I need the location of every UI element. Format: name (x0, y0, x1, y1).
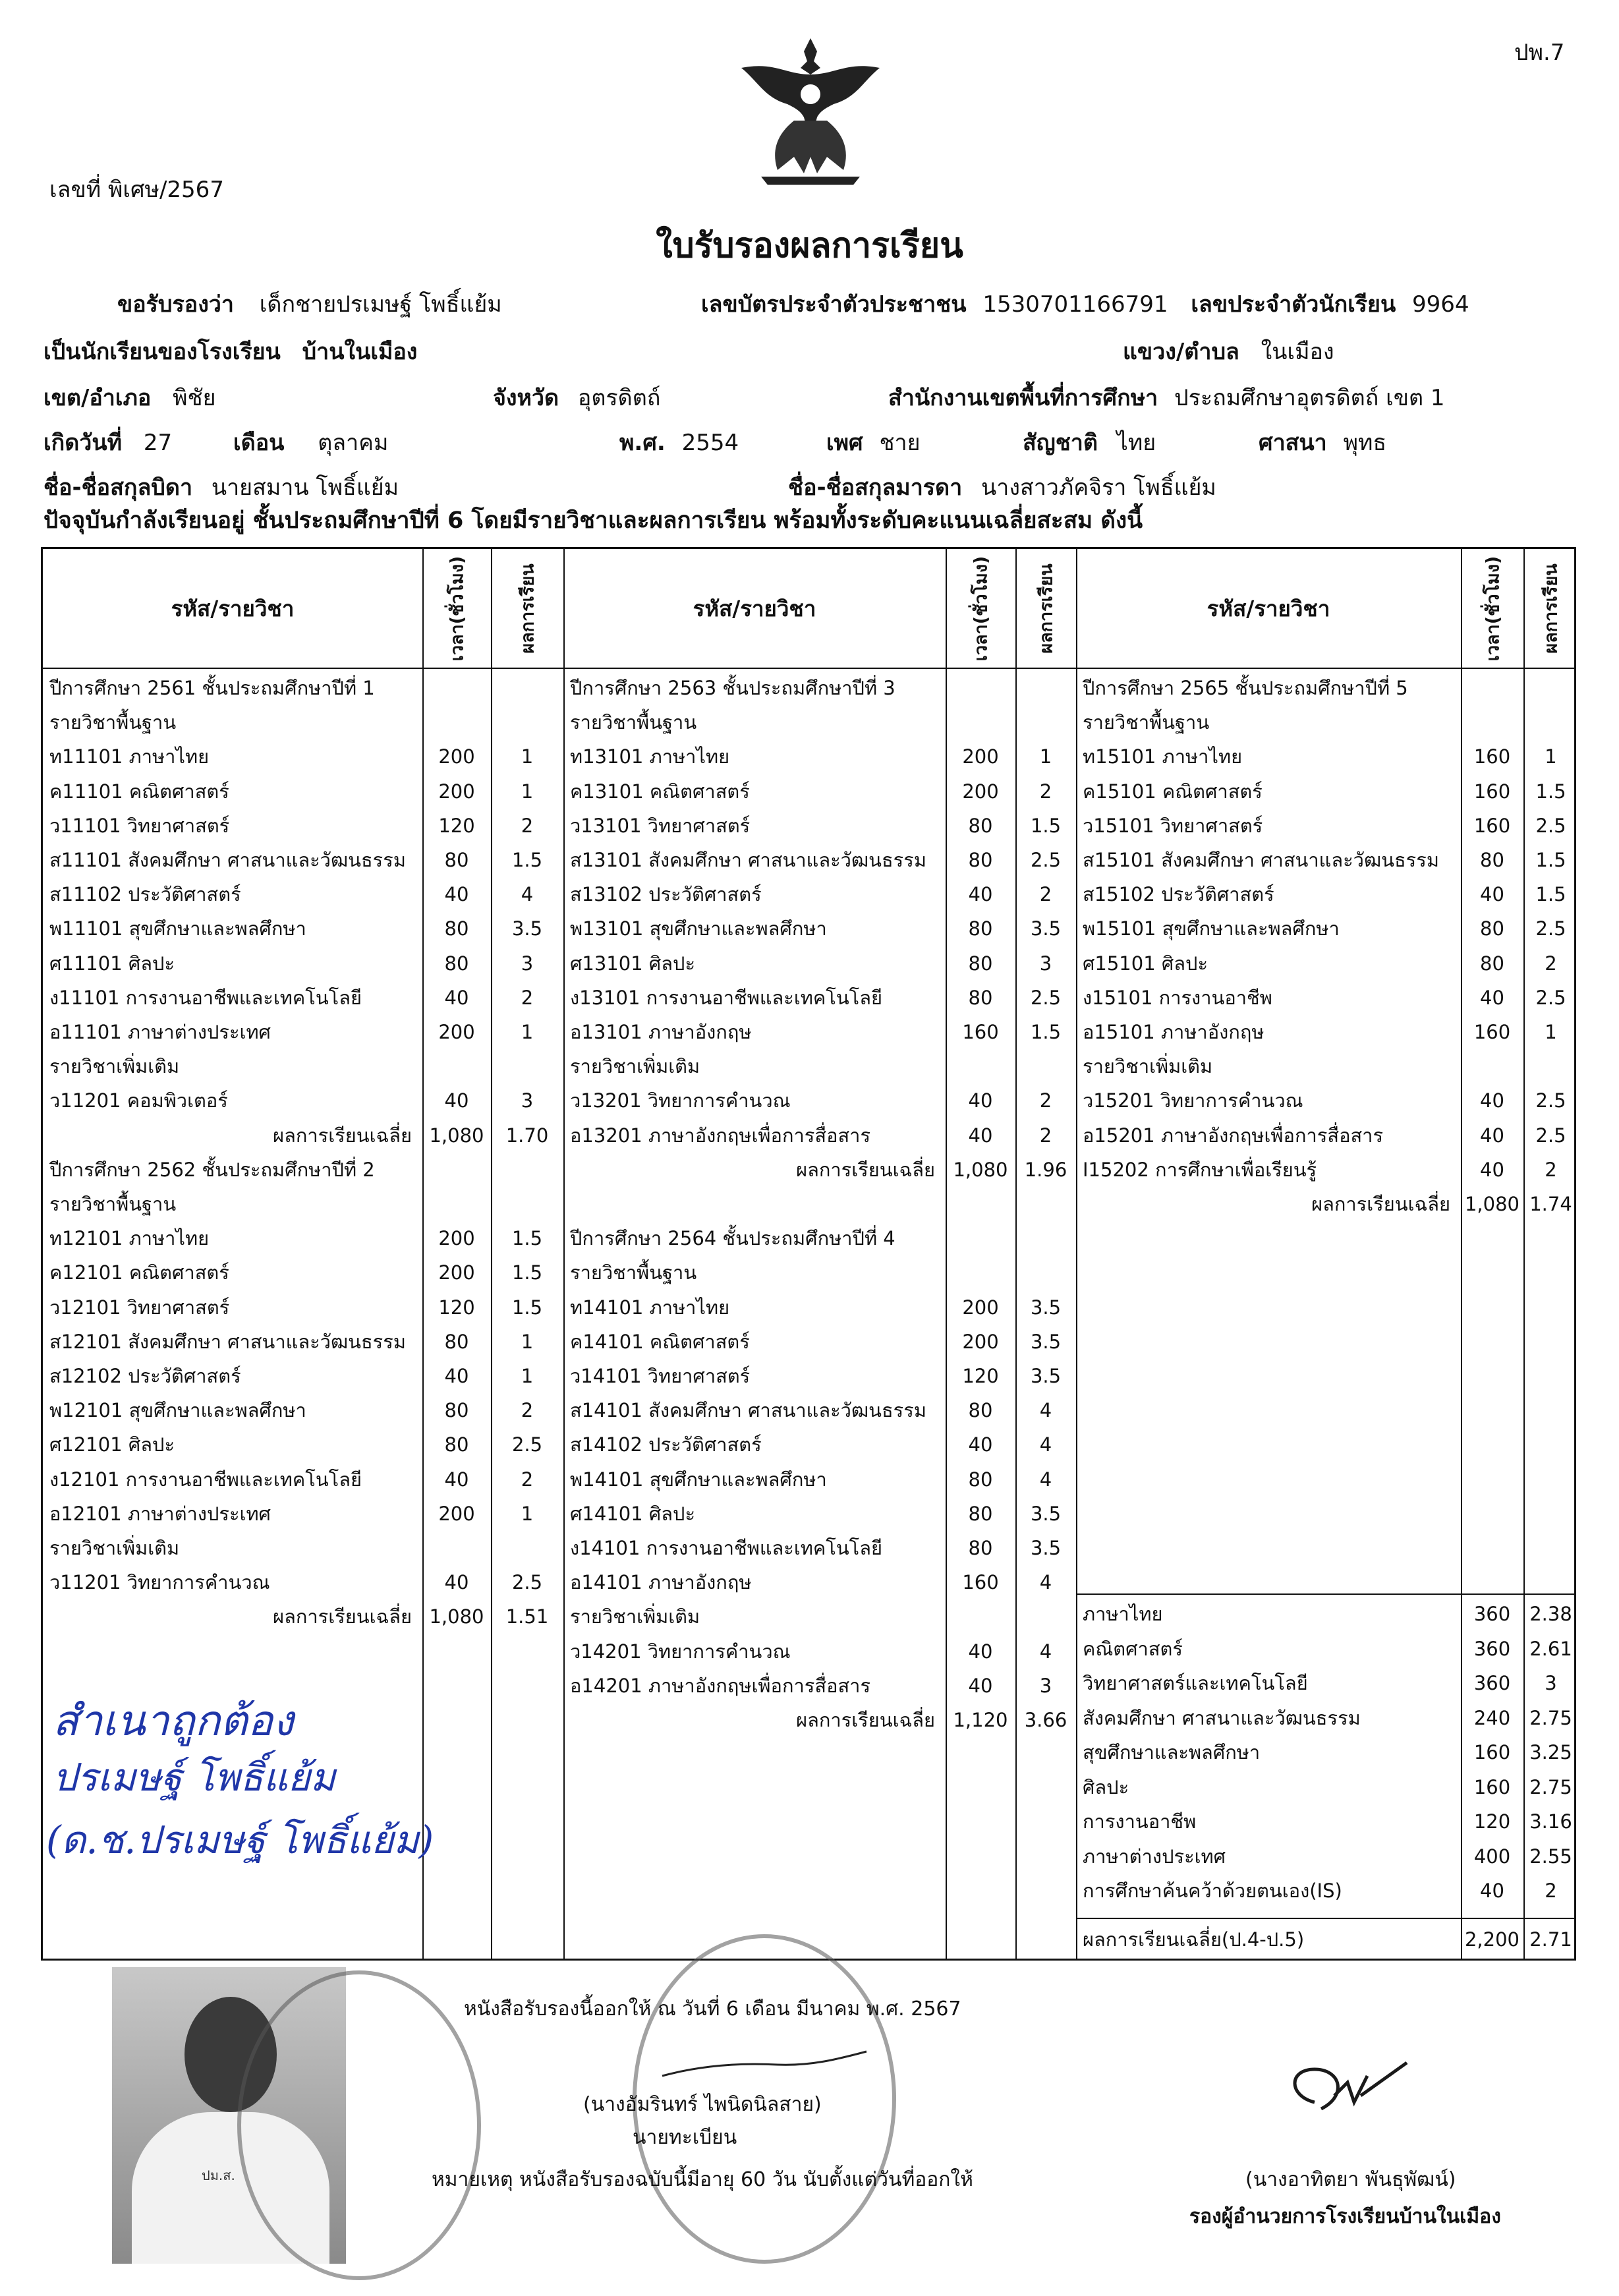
subject-name: ส11101 สังคมศึกษา ศาสนาและวัฒนธรรม (49, 849, 406, 871)
hours-value: 200 (438, 1502, 475, 1525)
grade-value: 1.5 (511, 1296, 543, 1319)
grade-value: 3 (521, 1089, 534, 1112)
summary-hours: 40 (1480, 1880, 1504, 1902)
hours-value: 40 (968, 883, 993, 906)
subject-name: รายวิชาพื้นฐาน (49, 711, 177, 734)
subject-name: ง14101 การงานอาชีพและเทคโนโลยี (570, 1537, 883, 1559)
subject-name: ว11201 คอมพิวเตอร์ (49, 1089, 228, 1112)
religion-row (1259, 424, 1386, 460)
hours-value: 160 (1473, 814, 1511, 837)
birth-day-label: เกิดวันที่ (43, 430, 123, 456)
summary-hours: 360 (1473, 1637, 1511, 1660)
grade-value: 2 (1545, 952, 1557, 975)
summary-subject: การงานอาชีพ (1083, 1810, 1197, 1833)
hours-value: 1,080 (953, 1158, 1008, 1181)
hours-value: 80 (968, 1399, 993, 1422)
summary-subject: สุขศึกษาและพลศึกษา (1083, 1741, 1261, 1764)
grade-value: 1.5 (511, 1227, 543, 1250)
grade-value: 2.5 (1535, 1124, 1566, 1147)
subject-name: I15202 การศึกษาเพื่อเรียนรู้ (1083, 1158, 1317, 1181)
subject-name: ว15201 วิทยาการคำนวณ (1083, 1089, 1303, 1112)
summary-hours: 120 (1473, 1810, 1511, 1833)
grade-value: 1.5 (1535, 883, 1566, 906)
summary-grade: 2 (1545, 1880, 1557, 1902)
doc-number-value: พิเศษ/2567 (107, 177, 224, 203)
subject-name: ส15101 สังคมศึกษา ศาสนาและวัฒนธรรม (1083, 849, 1439, 871)
summary-grade: 2.75 (1529, 1775, 1572, 1798)
grade-value: 3.5 (511, 917, 543, 940)
grade-value: 2.5 (511, 1571, 543, 1594)
subject-name: ส14102 ประวัติศาสตร์ (570, 1433, 762, 1456)
grade-value: 2 (521, 814, 534, 837)
subject-name: พ15101 สุขศึกษาและพลศึกษา (1083, 917, 1340, 940)
subject-name: ส12101 สังคมศึกษา ศาสนาและวัฒนธรรม (49, 1330, 406, 1353)
subject-name: ปีการศึกษา 2563 ชั้นประถมศึกษาปีที่ 3 (570, 677, 895, 699)
birth-day-row (43, 424, 172, 460)
subject-name: รายวิชาเพิ่มเติม (570, 1055, 700, 1078)
grade-value: 2.5 (1535, 814, 1566, 837)
page-title: ใบรับรองผลการเรียน (656, 226, 963, 266)
summary-subject: ภาษาต่างประเทศ (1083, 1845, 1226, 1868)
subject-name: พ14101 สุขศึกษาและพลศึกษา (570, 1468, 827, 1491)
grade-value: 2.5 (511, 1433, 543, 1456)
education-office-row (888, 380, 1445, 415)
hours-value: 40 (444, 1571, 469, 1594)
grade-value: 1 (521, 1021, 534, 1043)
sex-label: เพศ (826, 430, 863, 456)
grade-value: 1.5 (511, 1261, 543, 1284)
subject-name: พ11101 สุขศึกษาและพลศึกษา (49, 917, 306, 940)
garuda-emblem-icon (728, 25, 893, 190)
grade-value: 1.5 (1030, 1021, 1062, 1043)
hours-value: 200 (962, 1296, 999, 1319)
subject-name: อ13101 ภาษาอังกฤษ (570, 1021, 752, 1043)
subject-name: ว12101 วิทยาศาสตร์ (49, 1296, 230, 1319)
hours-value: 120 (962, 1365, 999, 1387)
student-name-row (117, 286, 502, 322)
validity-note: หมายเหตุ หนังสือรับรองฉบับนี้มีอายุ 60 วัน นับตั้งแต่วันที่ออกให้ (432, 2168, 973, 2191)
subject-name: ปีการศึกษา 2562 ชั้นประถมศึกษาปีที่ 2 (49, 1158, 375, 1181)
grade-value: 4 (1039, 1433, 1052, 1456)
school-name: บ้านในเมือง (302, 339, 418, 365)
hours-value: 200 (438, 745, 475, 768)
hours-value: 40 (968, 1640, 993, 1663)
average-label: ผลการเรียนเฉลี่ย (796, 1709, 935, 1731)
student-number: 9964 (1412, 291, 1469, 318)
subject-name: อ13201 ภาษาอังกฤษเพื่อการสื่อสาร (570, 1124, 871, 1147)
grade-value: 3.5 (1030, 1365, 1062, 1387)
hours-value: 40 (444, 1468, 469, 1491)
hours-value: 160 (1473, 745, 1511, 768)
father-name: นายสมาน โพธิ์แย้ม (211, 474, 399, 501)
grade-value: 1 (521, 780, 534, 803)
hours-value: 40 (1480, 1124, 1504, 1147)
grade-value: 3.5 (1030, 917, 1062, 940)
header-grade-3: ผลการเรียน (1541, 563, 1562, 654)
summary-subject: ศิลปะ (1083, 1775, 1129, 1798)
hours-value: 80 (444, 849, 469, 871)
grade-value: 1 (521, 745, 534, 768)
religion: พุทธ (1343, 430, 1387, 456)
subject-name: รายวิชาพื้นฐาน (49, 1193, 177, 1215)
school-seal-photo (237, 1970, 481, 2280)
nationality-label: สัญชาติ (1023, 430, 1098, 456)
header-subject-1: รหัส/รายวิชา (171, 595, 295, 621)
handwritten-signature-name: ปรเมษฐ์ โพธิ์แย้ม (53, 1755, 336, 1800)
summary-subject: การศึกษาค้นคว้าด้วยตนเอง(IS) (1083, 1880, 1342, 1902)
father-row (43, 469, 399, 505)
subdistrict: ในเมือง (1261, 339, 1334, 365)
grade-value: 3.5 (1030, 1330, 1062, 1353)
grade-value: 1 (1039, 745, 1052, 768)
header-grade-2: ผลการเรียน (1036, 563, 1057, 654)
subject-name: ว11201 วิทยาการคำนวณ (49, 1571, 270, 1594)
summary-total-label: ผลการเรียนเฉลี่ย(ป.4-ป.5) (1083, 1928, 1305, 1951)
subject-name: ส13101 สังคมศึกษา ศาสนาและวัฒนธรรม (570, 849, 926, 871)
grade-value: 2 (1039, 1124, 1052, 1147)
hours-value: 200 (438, 1227, 475, 1250)
hours-value: 200 (962, 745, 999, 768)
grade-value: 2.5 (1030, 849, 1062, 871)
header-subject-3: รหัส/รายวิชา (1207, 595, 1330, 621)
grade-value: 2.5 (1535, 917, 1566, 940)
subject-name: รายวิชาเพิ่มเติม (1083, 1055, 1213, 1078)
birth-year-row (619, 424, 739, 460)
subject-name: ท15101 ภาษาไทย (1083, 745, 1243, 768)
hours-value: 80 (968, 1537, 993, 1559)
registrar-name: (นางอัมรินทร์ ไพนิดนิลสาย) (583, 2093, 822, 2116)
subdistrict-label: แขวง/ตำบล (1123, 339, 1239, 365)
summary-hours: 400 (1473, 1845, 1511, 1868)
grade-value: 3.5 (1030, 1537, 1062, 1559)
province: อุตรดิตถ์ (577, 385, 661, 411)
hours-value: 80 (968, 1468, 993, 1491)
grade-value: 4 (1039, 1468, 1052, 1491)
hours-value: 40 (968, 1124, 993, 1147)
birth-month-row (233, 424, 388, 460)
id-card-label: เลขบัตรประจำตัวประชาชน (701, 291, 967, 318)
hours-value: 160 (1473, 780, 1511, 803)
student-name: เด็กชายปรเมษฐ์ โพธิ์แย้ม (259, 291, 502, 318)
hours-value: 200 (962, 780, 999, 803)
hours-value: 1,080 (429, 1605, 484, 1628)
subject-name: รายวิชาเพิ่มเติม (49, 1055, 180, 1078)
subject-name: ท14101 ภาษาไทย (570, 1296, 730, 1319)
office: ประถมศึกษาอุตรดิตถ์ เขต 1 (1174, 385, 1445, 411)
subject-name: ว13101 วิทยาศาสตร์ (570, 814, 751, 837)
hours-value: 1,080 (429, 1124, 484, 1147)
hours-value: 40 (1480, 1158, 1504, 1181)
subject-name: ปีการศึกษา 2564 ชั้นประถมศึกษาปีที่ 4 (570, 1227, 895, 1250)
header-grade-1: ผลการเรียน (517, 563, 538, 654)
father-label: ชื่อ-ชื่อสกุลบิดา (43, 474, 193, 501)
birth-month: ตุลาคม (318, 430, 389, 456)
summary-total-hours: 2,200 (1464, 1928, 1520, 1951)
grade-value: 2.5 (1030, 986, 1062, 1009)
summary-grade: 2.55 (1529, 1845, 1572, 1868)
subject-name: อ15101 ภาษาอังกฤษ (1083, 1021, 1264, 1043)
summary-grade: 2.75 (1529, 1706, 1572, 1729)
hours-value: 80 (1480, 849, 1504, 871)
subject-name: ง15101 การงานอาชีพ (1083, 986, 1272, 1009)
grade-value: 4 (1039, 1399, 1052, 1422)
registrar-title: นายทะเบียน (633, 2126, 737, 2149)
hours-value: 200 (962, 1330, 999, 1353)
average-label: ผลการเรียนเฉลี่ย (273, 1124, 412, 1147)
registrar-signature (659, 2046, 870, 2086)
subdistrict-row (1123, 333, 1334, 369)
grade-value: 1.96 (1024, 1158, 1067, 1181)
subject-name: ปีการศึกษา 2561 ชั้นประถมศึกษาปีที่ 1 (49, 677, 375, 699)
hours-value: 40 (968, 1433, 993, 1456)
grade-value: 1.5 (1030, 814, 1062, 837)
district-row (43, 380, 216, 415)
subject-name: อ15201 ภาษาอังกฤษเพื่อการสื่อสาร (1083, 1124, 1384, 1147)
summary-grade: 2.61 (1529, 1637, 1572, 1660)
subject-name: รายวิชาพื้นฐาน (570, 1261, 697, 1284)
subject-name: ค12101 คณิตศาสตร์ (49, 1261, 229, 1284)
subject-name: ค14101 คณิตศาสตร์ (570, 1330, 750, 1353)
birth-day: 27 (143, 430, 173, 456)
summary-grade: 3.25 (1529, 1741, 1572, 1764)
hours-value: 40 (444, 883, 469, 906)
hours-value: 80 (444, 917, 469, 940)
grade-value: 2 (521, 986, 534, 1009)
nationality-row (1023, 424, 1156, 460)
subject-name: ส13102 ประวัติศาสตร์ (570, 883, 762, 906)
hours-value: 40 (444, 1365, 469, 1387)
average-label: ผลการเรียนเฉลี่ย (273, 1605, 412, 1628)
subject-name: ศ12101 ศิลปะ (49, 1433, 175, 1456)
grade-value: 1.70 (505, 1124, 549, 1147)
grade-value: 1 (1545, 745, 1557, 768)
mother-row (788, 469, 1216, 505)
subject-name: ว13201 วิทยาการคำนวณ (570, 1089, 791, 1112)
average-label: ผลการเรียนเฉลี่ย (796, 1158, 935, 1181)
subject-name: อ14201 ภาษาอังกฤษเพื่อการสื่อสาร (570, 1674, 871, 1697)
office-label: สำนักงานเขตพื้นที่การศึกษา (888, 385, 1158, 411)
header-subject-2: รหัส/รายวิชา (693, 595, 816, 621)
grade-value: 2.5 (1535, 986, 1566, 1009)
hours-value: 40 (968, 1089, 993, 1112)
subject-name: ศ14101 ศิลปะ (570, 1502, 696, 1525)
certify-label: ขอรับรองว่า (117, 291, 234, 318)
summary-hours: 360 (1473, 1672, 1511, 1694)
subject-name: อ14101 ภาษาอังกฤษ (570, 1571, 752, 1594)
subject-name: ท13101 ภาษาไทย (570, 745, 730, 768)
summary-hours: 160 (1473, 1741, 1511, 1764)
birth-year: 2554 (681, 430, 739, 456)
hours-value: 200 (438, 1021, 475, 1043)
subject-name: ค11101 คณิตศาสตร์ (49, 780, 229, 803)
mother-name: นางสาวภัคจิรา โพธิ์แย้ม (981, 474, 1216, 501)
school-label: เป็นนักเรียนของโรงเรียน (43, 339, 281, 365)
header-hours-1: เวลา(ชั่วโมง) (447, 556, 468, 661)
subject-name: ศ15101 ศิลปะ (1083, 952, 1208, 975)
grade-value: 4 (1039, 1571, 1052, 1594)
hours-value: 80 (444, 952, 469, 975)
intro-sentence: ปัจจุบันกำลังเรียนอยู่ ชั้นประถมศึกษาปีที่ 6 โดยมีรายวิชาและผลการเรียน พร้อมทั้งระดับคะแนนเฉลี่ยสะสม ดังนี้ (43, 507, 1143, 534)
grade-value: 2 (1545, 1158, 1557, 1181)
id-card-row (701, 286, 1469, 322)
subject-name: ว15101 วิทยาศาสตร์ (1083, 814, 1263, 837)
deputy-title: รองผู้อำนวยการโรงเรียนบ้านในเมือง (1189, 2205, 1501, 2228)
subject-name: ส15102 ประวัติศาสตร์ (1083, 883, 1274, 906)
birth-year-label: พ.ศ. (619, 430, 666, 456)
grade-value: 2 (1039, 1089, 1052, 1112)
hours-value: 200 (438, 780, 475, 803)
grade-value: 1.5 (1535, 849, 1566, 871)
subject-name: ท11101 ภาษาไทย (49, 745, 210, 768)
hours-value: 80 (968, 849, 993, 871)
summary-subject: ภาษาไทย (1083, 1603, 1163, 1625)
header-hours-2: เวลา(ชั่วโมง) (971, 556, 992, 661)
subject-name: ส12102 ประวัติศาสตร์ (49, 1365, 241, 1387)
summary-subject: วิทยาศาสตร์และเทคโนโลยี (1083, 1672, 1308, 1694)
hours-value: 80 (968, 917, 993, 940)
summary-hours: 360 (1473, 1603, 1511, 1625)
handwritten-certified-copy: สำเนาถูกต้อง (53, 1697, 294, 1746)
subject-name: ง12101 การงานอาชีพและเทคโนโลยี (49, 1468, 362, 1491)
subject-name: รายวิชาพื้นฐาน (1083, 711, 1210, 734)
subject-name: อ12101 ภาษาต่างประเทศ (49, 1502, 271, 1525)
mother-label: ชื่อ-ชื่อสกุลมารดา (788, 474, 963, 501)
subject-name: ง11101 การงานอาชีพและเทคโนโลยี (49, 986, 362, 1009)
hours-value: 80 (968, 814, 993, 837)
deputy-name: (นางอาทิตยา พันธุพัฒน์) (1245, 2168, 1456, 2191)
subject-name: พ13101 สุขศึกษาและพลศึกษา (570, 917, 827, 940)
hours-value: 200 (438, 1261, 475, 1284)
hours-value: 120 (438, 814, 475, 837)
subject-name: รายวิชาพื้นฐาน (570, 711, 697, 734)
subject-name: ท12101 ภาษาไทย (49, 1227, 210, 1250)
grade-value: 2 (1039, 883, 1052, 906)
grade-value: 2.5 (1535, 1089, 1566, 1112)
grade-value: 1.51 (505, 1605, 549, 1628)
grade-value: 1 (521, 1330, 534, 1353)
subject-name: ปีการศึกษา 2565 ชั้นประถมศึกษาปีที่ 5 (1083, 677, 1408, 699)
summary-grade: 3.16 (1529, 1810, 1572, 1833)
summary-grade: 2.38 (1529, 1603, 1572, 1625)
sex: ชาย (879, 430, 921, 456)
hours-value: 40 (968, 1674, 993, 1697)
subject-name: พ12101 สุขศึกษาและพลศึกษา (49, 1399, 306, 1422)
average-label: ผลการเรียนเฉลี่ย (1311, 1193, 1450, 1215)
summary-hours: 160 (1473, 1775, 1511, 1798)
grade-value: 3 (521, 952, 534, 975)
summary-subject: สังคมศึกษา ศาสนาและวัฒนธรรม (1083, 1706, 1361, 1729)
hours-value: 40 (444, 1089, 469, 1112)
subject-name (570, 1187, 935, 1221)
summary-grade: 3 (1545, 1672, 1557, 1694)
sex-row (826, 424, 921, 460)
grade-value: 1.5 (1535, 780, 1566, 803)
hours-value: 40 (444, 986, 469, 1009)
subject-name: ว14101 วิทยาศาสตร์ (570, 1365, 751, 1387)
hours-value: 1,080 (1464, 1193, 1520, 1215)
id-card-number: 1530701166791 (982, 291, 1168, 318)
hours-value: 80 (968, 1502, 993, 1525)
nationality: ไทย (1116, 430, 1156, 456)
summary-hours: 240 (1473, 1706, 1511, 1729)
subject-name: ส11102 ประวัติศาสตร์ (49, 883, 241, 906)
student-no-label: เลขประจำตัวนักเรียน (1191, 291, 1396, 318)
hours-value: 160 (962, 1571, 999, 1594)
subject-name: ว11101 วิทยาศาสตร์ (49, 814, 230, 837)
grade-value: 3 (1039, 952, 1052, 975)
doc-number (49, 171, 224, 207)
hours-value: 40 (1480, 883, 1504, 906)
grade-value: 4 (521, 883, 534, 906)
hours-value: 160 (1473, 1021, 1511, 1043)
school-row (43, 333, 417, 369)
summary-subject: คณิตศาสตร์ (1083, 1637, 1183, 1660)
hours-value: 1,120 (953, 1709, 1008, 1731)
grade-value: 2 (521, 1399, 534, 1422)
grade-value: 2 (521, 1468, 534, 1491)
hours-value: 40 (1480, 1089, 1504, 1112)
subject-name: ค15101 คณิตศาสตร์ (1083, 780, 1263, 803)
subject-name: ส14101 สังคมศึกษา ศาสนาและวัฒนธรรม (570, 1399, 926, 1422)
grade-value: 1 (521, 1365, 534, 1387)
deputy-signature (1275, 2056, 1413, 2135)
birth-month-label: เดือน (233, 430, 285, 456)
hours-value: 80 (968, 986, 993, 1009)
subject-name: รายวิชาเพิ่มเติม (570, 1605, 700, 1628)
handwritten-printed-name: (ด.ช.ปรเมษฐ์ โพธิ์แย้ม) (46, 1818, 434, 1862)
hours-value: 80 (1480, 952, 1504, 975)
hours-value: 80 (444, 1330, 469, 1353)
hours-value: 40 (1480, 986, 1504, 1009)
subject-name: รายวิชาเพิ่มเติม (49, 1537, 180, 1559)
hours-value: 80 (444, 1433, 469, 1456)
hours-value: 120 (438, 1296, 475, 1319)
header-hours-3: เวลา(ชั่วโมง) (1483, 556, 1503, 661)
hours-value: 160 (962, 1021, 999, 1043)
doc-number-label: เลขที่ (49, 177, 101, 203)
subject-name: อ11101 ภาษาต่างประเทศ (49, 1021, 271, 1043)
subject-name: ค13101 คณิตศาสตร์ (570, 780, 750, 803)
religion-label: ศาสนา (1259, 430, 1327, 456)
photo-tag: ปม.ส. (202, 2167, 235, 2183)
grade-value: 2 (1039, 780, 1052, 803)
province-label: จังหวัด (493, 385, 559, 411)
grade-value: 1 (521, 1502, 534, 1525)
grade-value: 1.5 (511, 849, 543, 871)
grade-value: 3.66 (1024, 1709, 1067, 1731)
issued-date: หนังสือรับรองนี้ออกให้ ณ วันที่ 6 เดือน มีนาคม พ.ศ. 2567 (464, 1997, 961, 2021)
grade-value: 3.5 (1030, 1502, 1062, 1525)
subject-name: ศ11101 ศิลปะ (49, 952, 175, 975)
grade-value: 3.5 (1030, 1296, 1062, 1319)
grade-value: 3 (1039, 1674, 1052, 1697)
grade-value: 1 (1545, 1021, 1557, 1043)
district: พิชัย (173, 385, 216, 411)
grade-value: 1.74 (1529, 1193, 1572, 1215)
hours-value: 80 (968, 952, 993, 975)
grade-value: 4 (1039, 1640, 1052, 1663)
district-label: เขต/อำเภอ (43, 385, 152, 411)
subject-name: ว14201 วิทยาการคำนวณ (570, 1640, 791, 1663)
province-row (493, 380, 660, 415)
form-code: ปพ.7 (1514, 40, 1565, 66)
subject-name: ศ13101 ศิลปะ (570, 952, 696, 975)
summary-total-grade: 2.71 (1529, 1928, 1572, 1951)
subject-name: ง13101 การงานอาชีพและเทคโนโลยี (570, 986, 883, 1009)
hours-value: 80 (444, 1399, 469, 1422)
hours-value: 80 (1480, 917, 1504, 940)
